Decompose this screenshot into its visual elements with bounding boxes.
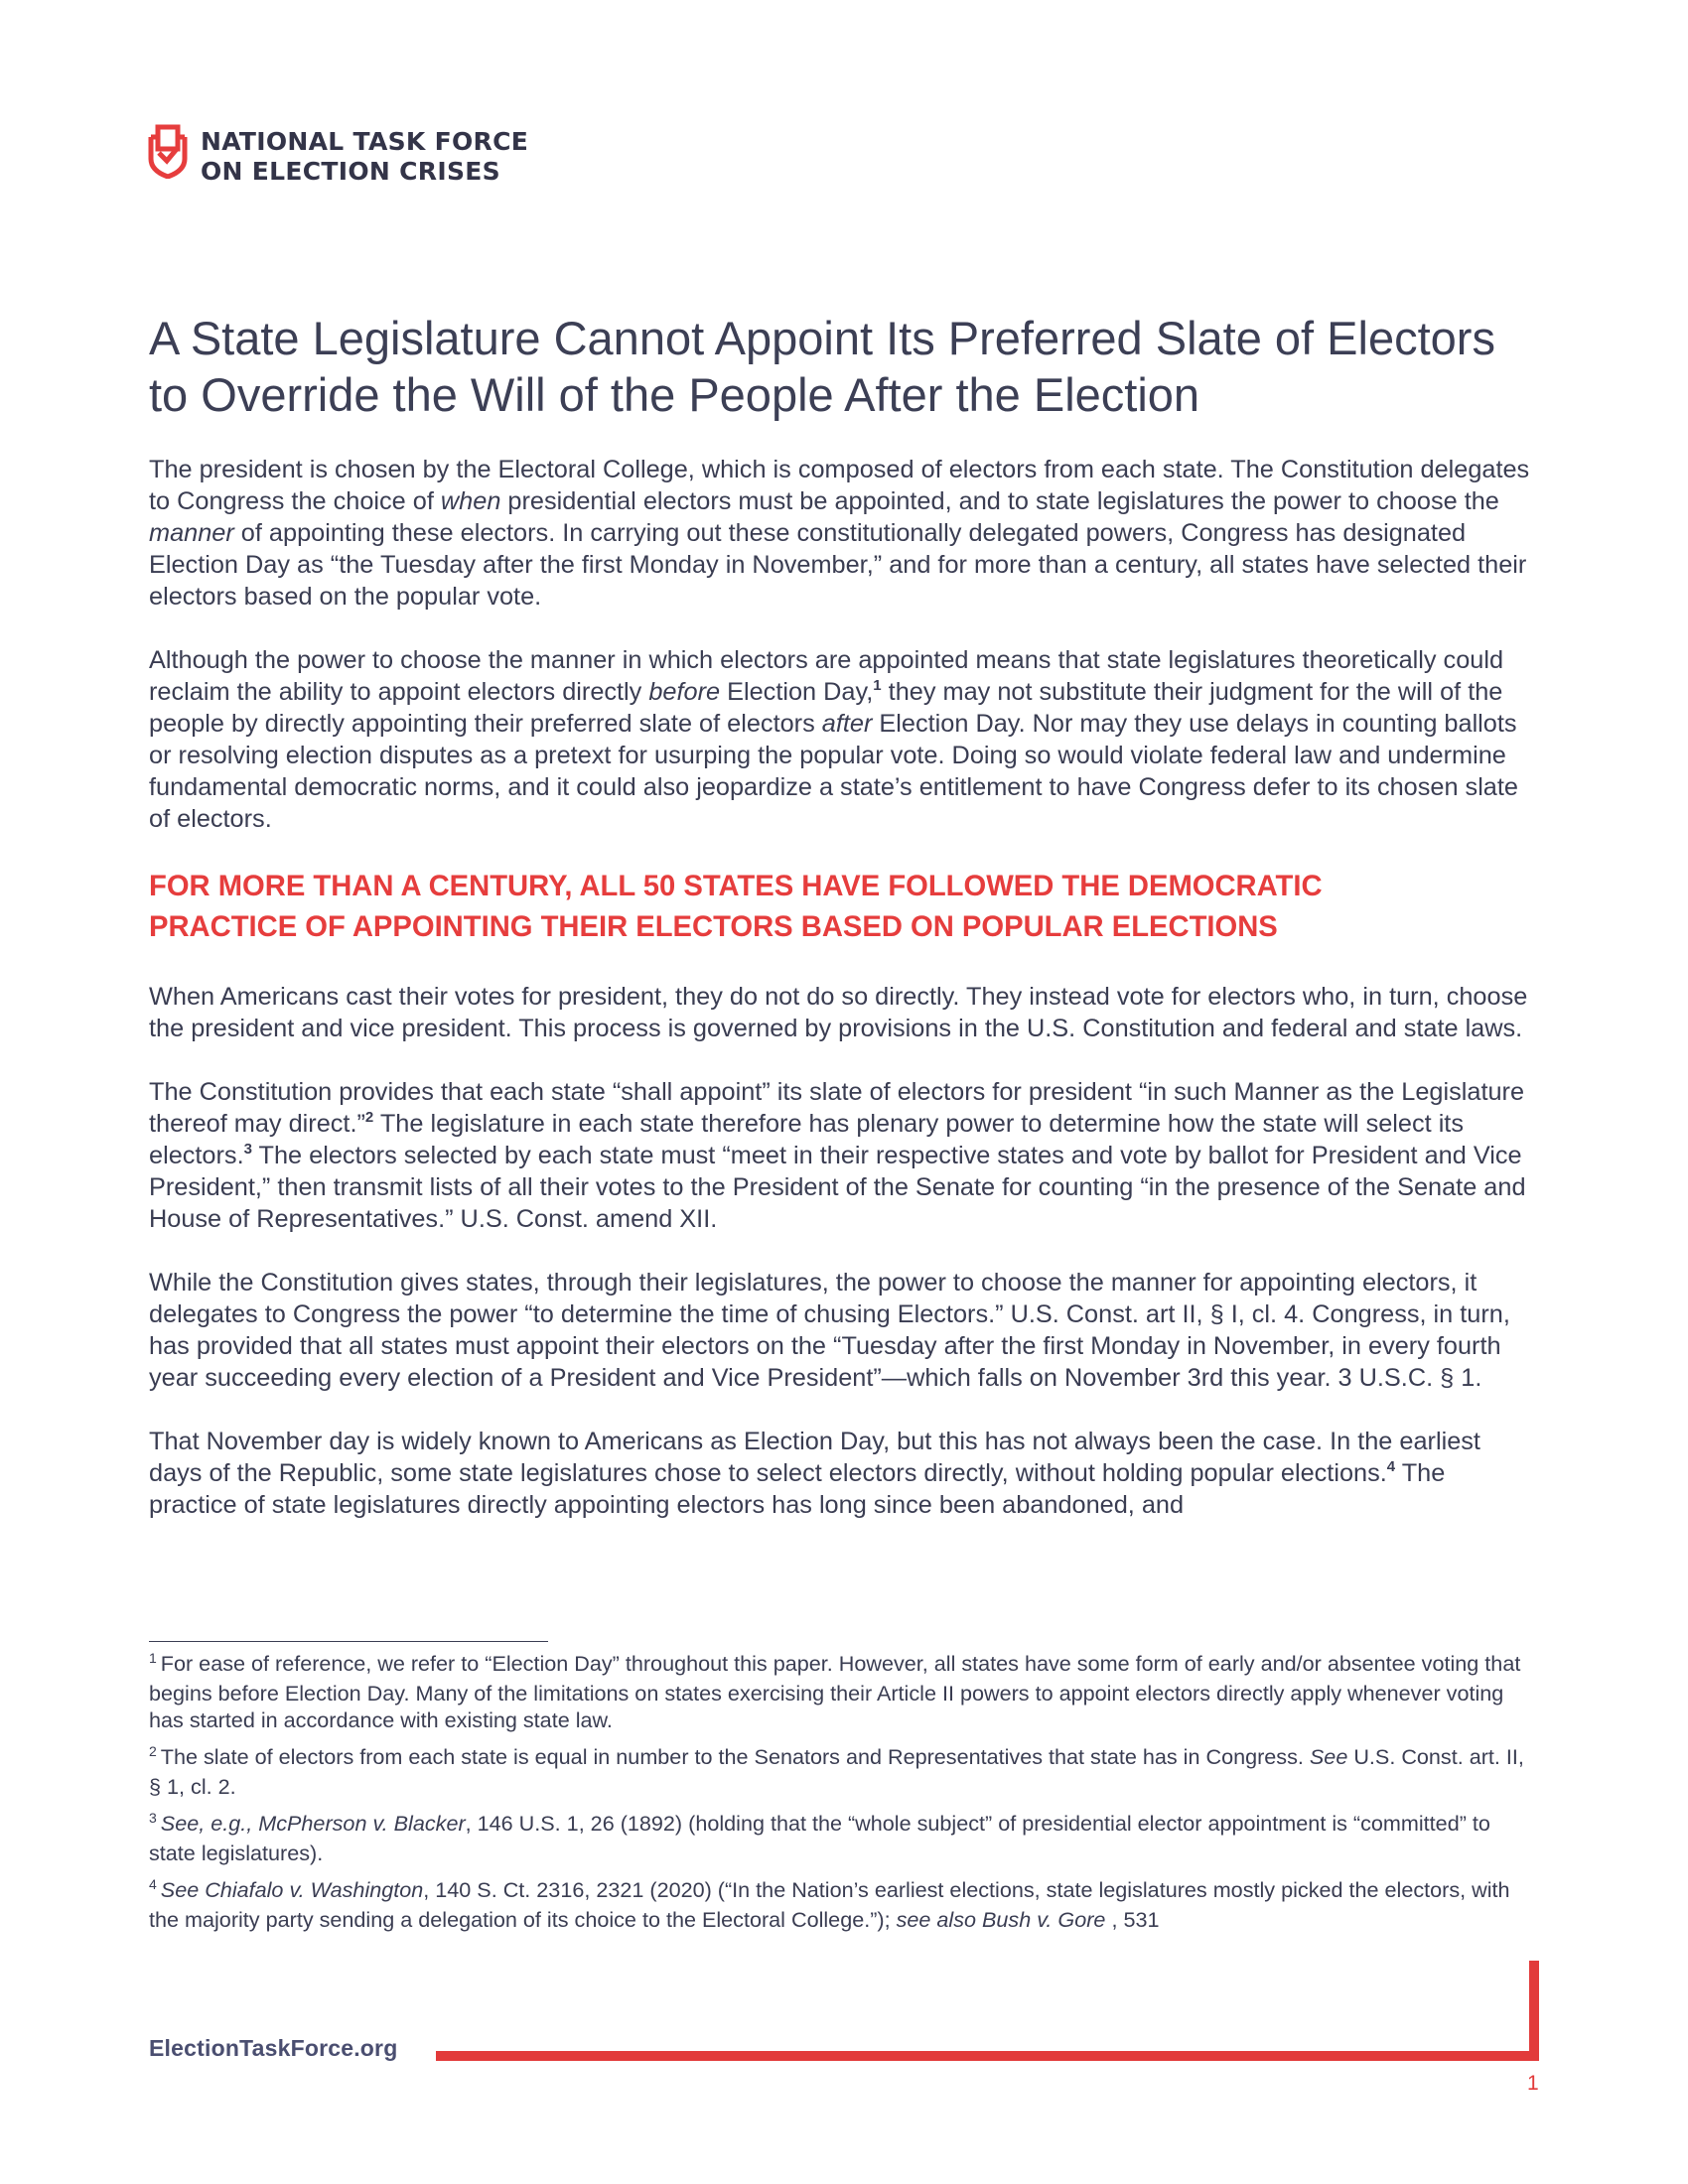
body-paragraph-4: The Constitution provides that each state “shall appoint” its slate of electors for president “in such Manner as the Legislature thereof may direct.”$^2$ The legislature in each state therefore has plenary power to determine how the state will select its electors.$^3$ The electors selected by each state must “meet in their respective states and vote by ballot for President and Vice President,” then transmit lists of all their votes to the President of the Senate for counting “in the presence of the Senate and House of Representatives.” U.S. Const. amend XII. (149, 1078, 1526, 1233)
footnote-3: $^3$ See, e.g., McPherson v. Blacker, 146 U.S. 1, 26 (1892) (holding that the “whole subject” of presidential elector appointment is “committed” to state legislatures). (149, 1810, 1490, 1865)
footnote-2: $^2$ The slate of electors from each state is equal in number to the Senators and Representatives that state has in Congress. See U.S. Const. art. II, § 1, cl. 2. (149, 1743, 1524, 1799)
org-name (201, 127, 528, 187)
footnotes (149, 1650, 1539, 1943)
body-paragraph-6: That November day is widely known to Americans as Election Day, but this has not always been the case. In the earliest days of the Republic, some state legislatures chose to select electors directly, without holding popular elections.$^4$ The practice of state legislatures directly appointing electors has long since been abandoned, and (149, 1428, 1480, 1519)
footer-accent-corner (1529, 1961, 1539, 2061)
footnote-divider (149, 1641, 548, 1642)
intro-paragraph-2: Although the power to choose the manner in which electors are appointed means that state legislatures theoretically could reclaim the ability to appoint electors directly before Election Day,$^1$ they may not substitute their judgment for the will of the people by directly appointing their preferred slate of electors after Election Day. Nor may they use delays in counting ballots or resolving election disputes as a pretext for usurping the popular vote. Doing so would violate federal law and undermine fundamental democratic norms, and it could also jeopardize a state’s entitlement to have Congress defer to its chosen slate of electors. (149, 646, 1518, 833)
footnote-4: $^4$ See Chiafalo v. Washington, 140 S. Ct. 2316, 2321 (2020) (“In the Nation’s earliest elections, state legislatures mostly picked the electors, with the majority party sending a delegation of its choice to the Electoral College.”); see also Bush v. Gore , 531 (149, 1876, 1510, 1932)
footnote-ref-2[interactable]: 2 (364, 1109, 374, 1126)
page-title: A State Legislature Cannot Appoint Its Preferred Slate of Electors to Override the Will of the People After the Election (149, 312, 1495, 421)
footnote-ref-3[interactable]: 3 (243, 1141, 252, 1158)
footnote-ref-4[interactable]: 4 (1386, 1458, 1396, 1475)
section-heading-line2: PRACTICE OF APPOINTING THEIR ELECTORS BASED ON POPULAR ELECTIONS (149, 911, 1278, 943)
org-name-line1: NATIONAL TASK FORCE (201, 127, 529, 156)
body-paragraph-5: While the Constitution gives states, through their legislatures, the power to choose the manner for appointing electors, it delegates to Congress the power “to determine the time of chusing Electors.” U.S. Const. art II, § I, cl. 4. Congress, in turn, has provided that all states must appoint their electors on the “Tuesday after the first Monday in November, in every fourth year succeeding every election of a President and Vice President”—which falls on November 3rd this year. 3 U.S.C. § 1. (149, 1269, 1510, 1392)
main-content (149, 310, 1539, 1553)
footnote-ref-1[interactable]: 1 (873, 677, 882, 694)
org-name-line2: ON ELECTION CRISES (201, 157, 500, 186)
ballot-shield-logo-icon (147, 123, 189, 179)
footnote-1: $^1$ For ease of reference, we refer to “Election Day” throughout this paper. However, all states have some form of early and/or absentee voting that begins before Election Day. Many of the limitations on states exercising their Article II powers to appoint electors directly apply whenever voting has started in accordance with existing state law. (149, 1650, 1521, 1732)
section-heading-line1: FOR MORE THAN A CENTURY, ALL 50 STATES HAVE FOLLOWED THE DEMOCRATIC (149, 871, 1323, 902)
body-paragraph-3: When Americans cast their votes for president, they do not do so directly. They instead vote for electors who, in turn, choose the president and vice president. This process is governed by provisions in the U.S. Constitution and federal and state laws. (149, 983, 1528, 1042)
section-heading (149, 867, 1539, 948)
page-number: 1 (1527, 2072, 1539, 2095)
org-logo (147, 123, 604, 189)
intro-paragraph-1: The president is chosen by the Electoral College, which is composed of electors from each state. The Constitution delegates to Congress the choice of when presidential electors must be appointed, and to state legislatures the power to choose the manner of appointing these electors. In carrying out these constitutionally delegated powers, Congress has designated Election Day as “the Tuesday after the first Monday in November,” and for more than a century, all states have selected their electors based on the popular vote. (149, 456, 1530, 611)
footer-website-link[interactable]: ElectionTaskForce.org (149, 2035, 398, 2061)
footer-accent-bar (436, 2051, 1539, 2061)
